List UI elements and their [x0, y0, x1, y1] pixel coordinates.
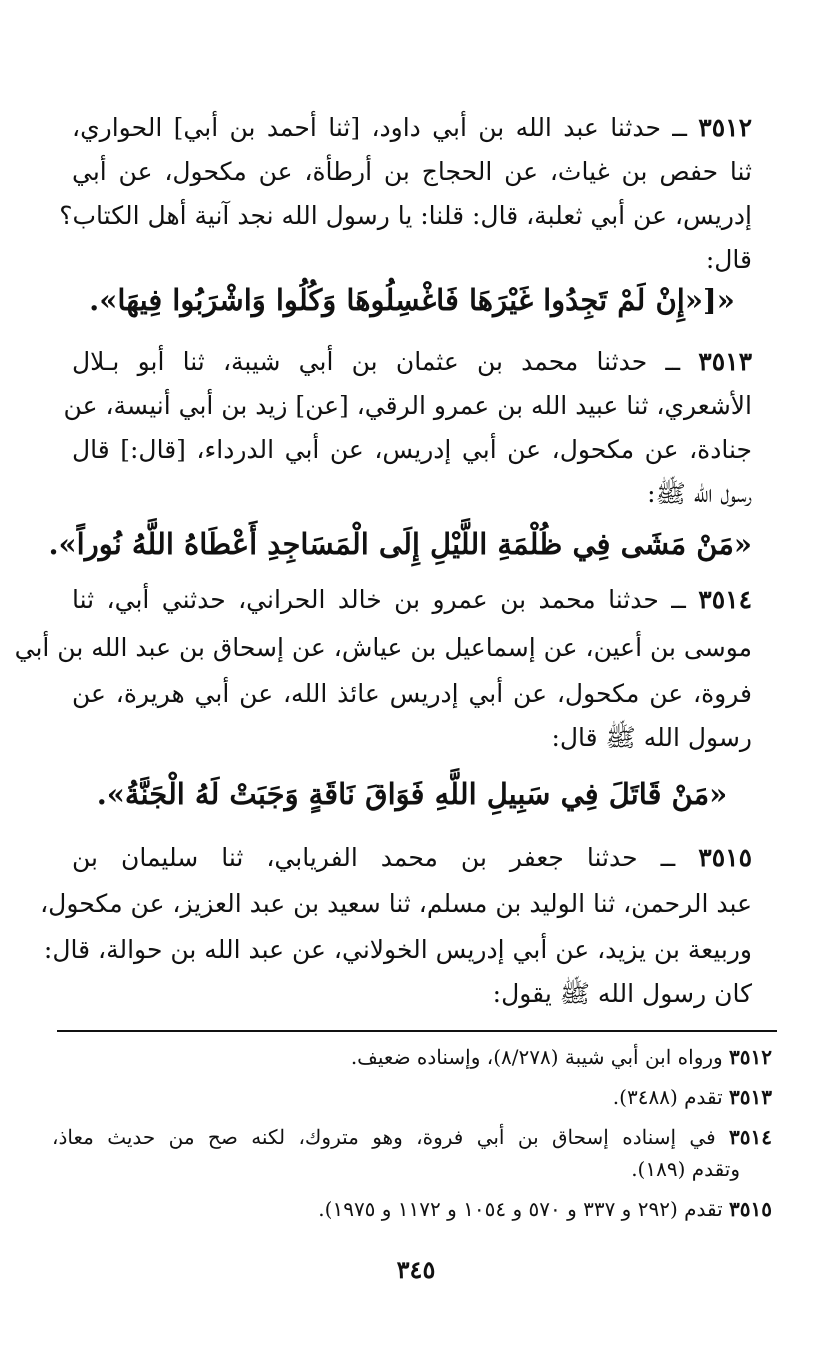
text-line: إدريس، عن أبي ثعلبة، قال: قلنا: يا رسول الله نجد آنية أهل الكتاب؟ — [59, 201, 752, 230]
hadith-text: «[«إِنْ لَمْ تَجِدُوا غَيْرَهَا فَاغْسِلُوهَا وَكُلُوا وَاشْرَبُوا فِيهَا». — [89, 283, 735, 317]
text-line: عبد الرحمن، ثنا الوليد بن مسلم، ثنا سعيد بن عبد العزيز، عن مكحول، — [40, 889, 752, 918]
text-line: ٣٥١٢ ــ حدثنا عبد الله بن أبي داود، [ثنا أحمد بن أبي] الحواري، — [72, 113, 752, 142]
footnote-number: ٣٥١٣ — [729, 1085, 772, 1109]
text-line: جنادة، عن مكحول، عن أبي إدريس، عن أبي الدرداء، [قال:] قال — [72, 435, 752, 464]
text-line: ٣٥١٥ ــ حدثنا جعفر بن محمد الفريابي، ثنا سليمان بن — [72, 843, 752, 872]
text-line: موسى بن أعين، عن إسماعيل بن عياش، عن إسحاق بن عبد الله بن أبي — [14, 633, 752, 662]
text-line: رسول الله ﷺ قال: — [551, 723, 752, 752]
text-line: الأشعري، ثنا عبيد الله بن عمرو الرقي، [عن] زيد بن أبي أنيسة، عن — [63, 391, 752, 420]
hadith-number: ٣٥١٢ — [698, 113, 752, 142]
text-line: قال: — [705, 245, 752, 274]
text-line: رسول الله ﷺ: — [647, 479, 752, 508]
hadith-number: ٣٥١٥ — [698, 843, 752, 872]
text-line: ٣٥١٣ ــ حدثنا محمد بن عثمان بن أبي شيبة، ثنا أبو بـلال — [72, 347, 752, 376]
text-line: ٣٥١٤ ــ حدثنا محمد بن عمرو بن خالد الحراني، حدثني أبي، ثنا — [72, 585, 752, 614]
text-line: وربيعة بن يزيد، عن أبي إدريس الخولاني، عن عبد الله بن حوالة، قال: — [43, 935, 752, 964]
page-number: ٣٤٥ — [396, 1255, 436, 1284]
footnote-number: ٣٥١٥ — [729, 1197, 772, 1221]
footnote: ٣٥١٥ تقدم (٢٩٢ و ٣٣٧ و ٥٧٠ و ١٠٥٤ و ١١٧٢ و ١٩٧٥). — [318, 1197, 772, 1221]
footnote-divider — [57, 1030, 777, 1032]
hadith-number: ٣٥١٣ — [698, 347, 752, 376]
hadith-text: «مَنْ قَاتَلَ فِي سَبِيلِ اللَّهِ فَوَاقَ نَاقَةٍ وَجَبَتْ لَهُ الْجَنَّةُ». — [96, 777, 728, 811]
footnote-number: ٣٥١٢ — [729, 1045, 772, 1069]
text-line: ثنا حفص بن غياث، عن الحجاج بن أرطأة، عن مكحول، عن أبي — [72, 157, 752, 186]
footnote: ٣٥١٣ تقدم (٣٤٨٨). — [612, 1085, 772, 1109]
footnote-number: ٣٥١٤ — [729, 1125, 772, 1149]
hadith-text: «مَنْ مَشَى فِي ظُلْمَةِ اللَّيْلِ إِلَى الْمَسَاجِدِ أَعْطَاهُ اللَّهُ نُوراً». — [48, 527, 752, 561]
footnote-continuation: وتقدم (١٨٩). — [631, 1157, 740, 1181]
footnote: ٣٥١٢ ورواه ابن أبي شيبة (٨/٢٧٨)، وإسناده ضعيف. — [350, 1045, 772, 1069]
hadith-number: ٣٥١٤ — [698, 585, 752, 614]
text-line: فروة، عن مكحول، عن أبي إدريس عائذ الله، عن أبي هريرة، عن — [72, 679, 752, 708]
text-line: كان رسول الله ﷺ يقول: — [492, 979, 752, 1008]
footnote: ٣٥١٤ في إسناده إسحاق بن أبي فروة، وهو متروك، لكنه صح من حديث معاذ، — [52, 1125, 772, 1149]
